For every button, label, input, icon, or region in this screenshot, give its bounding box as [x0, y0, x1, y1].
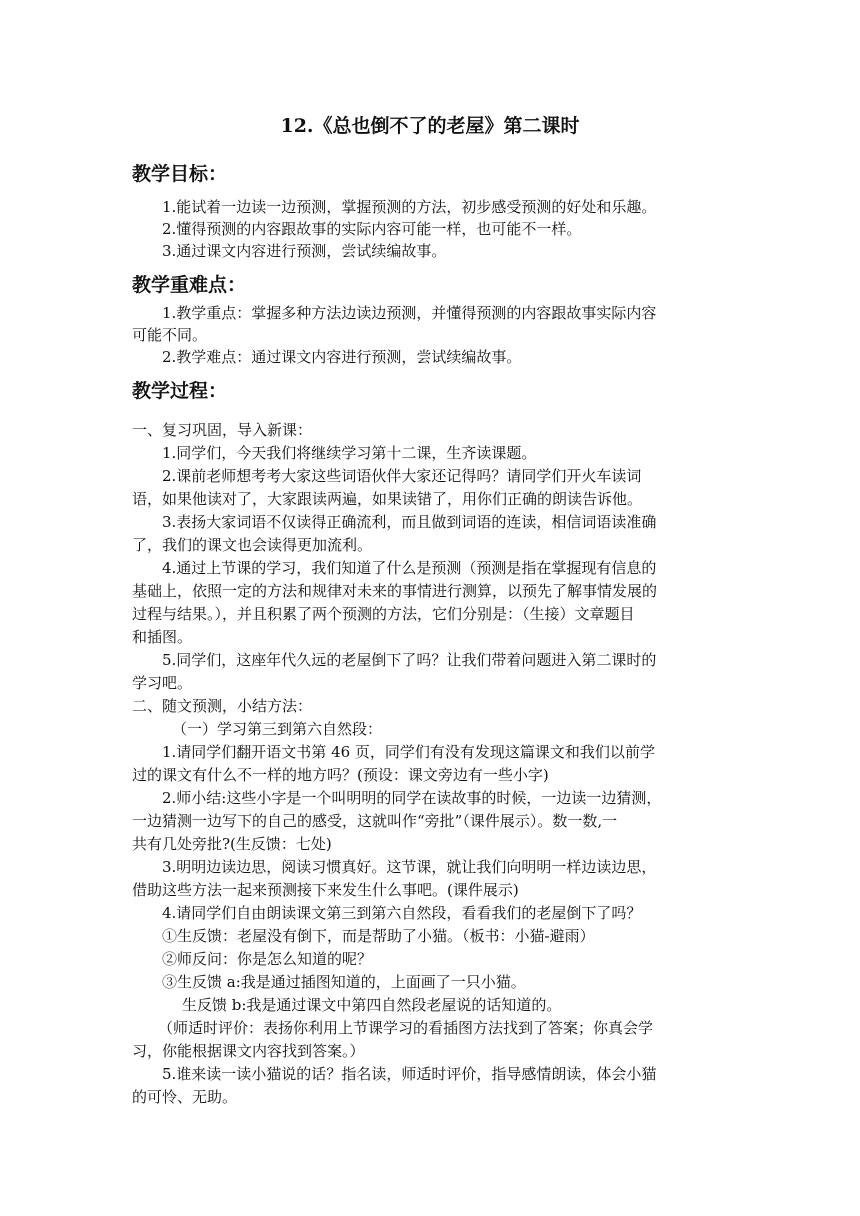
document-title: 12.《总也倒不了的老屋》第二课时 [280, 115, 580, 137]
feedback-3a: ③生反馈 a:我是通过插图知道的，上面画了一只小猫。 [162, 973, 526, 991]
key-point-1-line-1: 1.教学重点：掌握多种方法边读边预测，并懂得预测的内容跟故事实际内容 [162, 304, 657, 322]
section-2-para-2-line-3: 共有几处旁批?(生反馈：七处) [132, 835, 332, 853]
key-point-2: 2.教学难点：通过课文内容进行预测，尝试续编故事。 [162, 348, 522, 366]
section-2-para-3-line-2: 借助这些方法一起来预测接下来发生什么事吧。(课件展示) [132, 881, 519, 899]
section-2-title: 二、随文预测，小结方法： [132, 697, 313, 715]
section-1-para-4-line-2: 基础上，依照一定的方法和规律对未来的事情进行测算，以预先了解事情发展的 [132, 582, 658, 600]
section-2-para-5-line-1: 5.谁来读一读小猫说的话？指名读，师适时评价，指导感情朗读，体会小猫 [162, 1065, 657, 1083]
section-2-subheading: （一）学习第三到第六自然段： [172, 720, 383, 738]
key-points-heading: 教学重难点： [132, 274, 247, 296]
section-1-para-1: 1.同学们，今天我们将继续学习第十二课，生齐读课题。 [162, 444, 537, 462]
section-1-para-3-line-2: 了，我们的课文也会读得更加流利。 [132, 536, 373, 554]
section-2-para-2-line-2: 一边猜测一边写下的自己的感受，这就叫作“旁批”（课件展示）。数一数,一 [132, 812, 618, 830]
objective-item-2: 2.懂得预测的内容跟故事的实际内容可能一样，也可能不一样。 [162, 220, 582, 238]
feedback-1: ①生反馈：老屋没有倒下，而是帮助了小猫。（板书：小猫-避雨） [162, 927, 595, 945]
section-1-para-4-line-3: 过程与结果。），并且积累了两个预测的方法，它们分别是：（生接）文章题目 [132, 605, 635, 623]
section-2-para-5-line-2: 的可怜、无助。 [132, 1088, 238, 1106]
section-1-para-2-line-1: 2.课前老师想考考大家这些词语伙伴大家还记得吗？请同学们开火车读词 [162, 467, 642, 485]
section-2-para-3-line-1: 3.明明边读边思，阅读习惯真好。这节课，就让我们向明明一样边读边思， [162, 858, 657, 876]
section-2-para-4: 4.请同学们自由朗读课文第三到第六自然段，看看我们的老屋倒下了吗？ [162, 904, 642, 922]
objective-item-3: 3.通过课文内容进行预测，尝试续编故事。 [162, 242, 447, 260]
section-2-para-2-line-1: 2.师小结:这些小字是一个叫明明的同学在读故事的时候，一边读一边猜测， [162, 789, 662, 807]
process-heading: 教学过程： [132, 380, 228, 402]
teacher-evaluation-line-2: 习，你能根据课文内容找到答案。） [132, 1042, 365, 1060]
section-1-title: 一、复习巩固，导入新课： [132, 421, 313, 439]
teacher-evaluation-line-1: （师适时评价：表扬你利用上节课学习的看插图方法找到了答案；你真会学 [158, 1019, 654, 1037]
section-1-para-4-line-1: 4.通过上节课的学习，我们知道了什么是预测（预测是指在掌握现有信息的 [162, 559, 657, 577]
section-1-para-5-line-2: 学习吧。 [132, 674, 193, 692]
feedback-3b: 生反馈 b:我是通过课文中第四自然段老屋说的话知道的。 [182, 996, 562, 1014]
section-2-para-1-line-2: 过的课文有什么不一样的地方吗？(预设：课文旁边有一些小字) [132, 766, 549, 784]
objectives-heading: 教学目标： [132, 163, 228, 185]
section-2-para-1-line-1: 1.请同学们翻开语文书第 46 页，同学们有没有发现这篇课文和我们以前学 [162, 743, 655, 761]
feedback-2: ②师反问：你是怎么知道的呢？ [162, 950, 373, 968]
objective-item-1: 1.能试着一边读一边预测，掌握预测的方法，初步感受预测的好处和乐趣。 [162, 198, 657, 216]
key-point-1-line-2: 可能不同。 [132, 326, 208, 344]
section-1-para-3-line-1: 3.表扬大家词语不仅读得正确流利，而且做到词语的连读，相信词语读准确 [162, 513, 657, 531]
section-1-para-4-line-4: 和插图。 [132, 628, 193, 646]
section-1-para-2-line-2: 语，如果他读对了，大家跟读两遍，如果读错了，用你们正确的朗读告诉他。 [132, 490, 643, 508]
section-1-para-5-line-1: 5.同学们，这座年代久远的老屋倒下了吗？让我们带着问题进入第二课时的 [162, 651, 657, 669]
